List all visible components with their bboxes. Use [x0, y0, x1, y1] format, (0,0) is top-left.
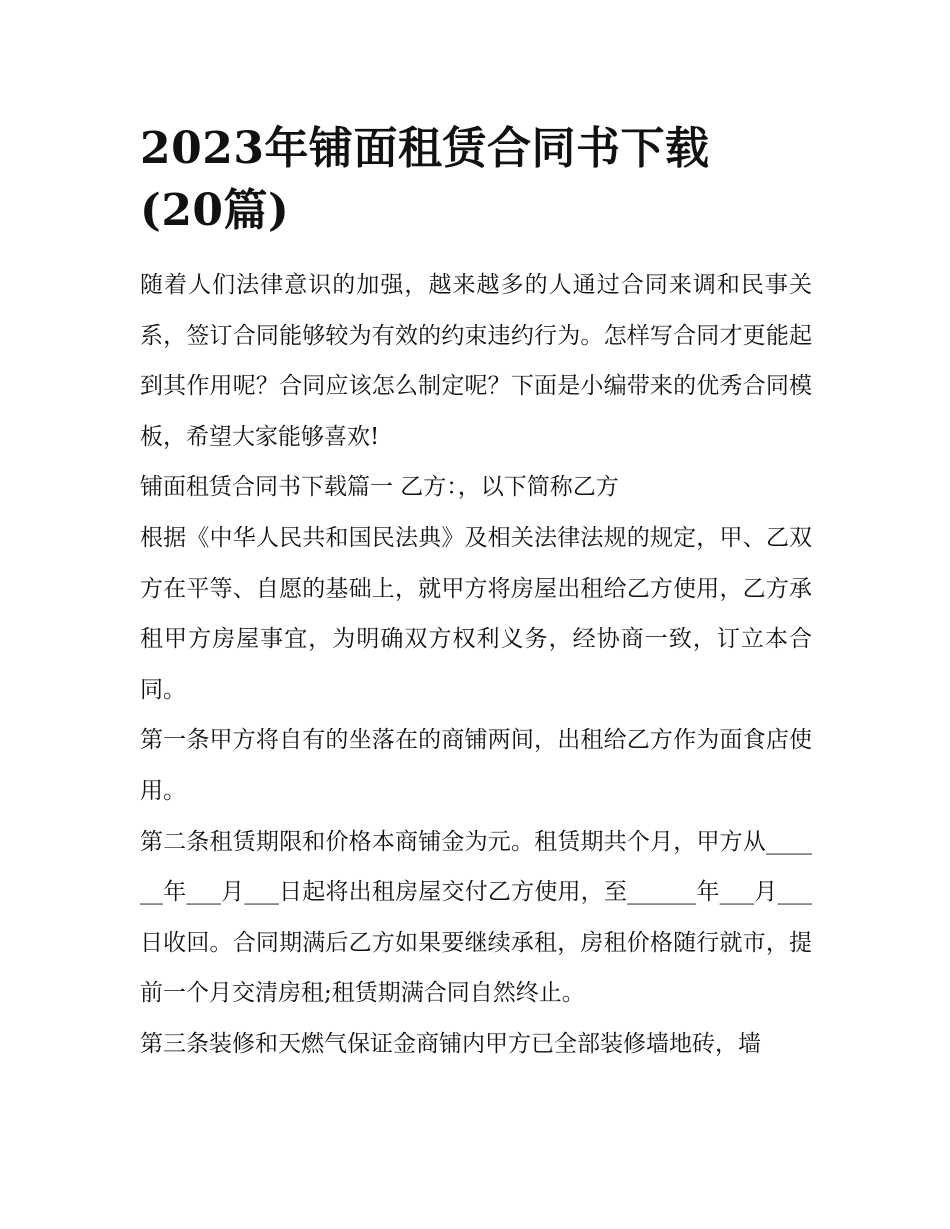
section-heading-paragraph: 铺面租赁合同书下载篇一 乙方：，以下简称乙方 [140, 474, 619, 501]
title-line-1: 2023年铺面租赁合同书下载 [140, 123, 710, 174]
document-page [140, 118, 812, 1070]
article-1-paragraph: 第一条甲方将自有的坐落在的商铺两间，出租给乙方作为面食店使用。 [140, 727, 812, 804]
legal-basis-paragraph: 根据《中华人民共和国民法典》及相关法律法规的规定，甲、乙双方在平等、自愿的基础上，就甲方将房屋出租给乙方使用，乙方承租甲方房屋事宜，为明确双方权利义务，经协商一致，订立本合同。 [140, 524, 812, 703]
article-3-paragraph: 第三条装修和天燃气保证金商铺内甲方已全部装修墙地砖，墙 [140, 1030, 761, 1057]
document-title [140, 118, 812, 242]
article-2-paragraph: 第二条租赁期限和价格本商铺金为元。租赁期共个月，甲方从______年___月___日起将出租房屋交付乙方使用，至______年___月___日收回。合同期满后乙方如果要继续承租，房租价格随行就市，提前一个月交清房租;租赁期满合同自然终止。 [140, 828, 812, 1007]
title-line-2: (20篇) [140, 185, 290, 236]
intro-paragraph: 随着人们法律意识的加强，越来越多的人通过合同来调和民事关系，签订合同能够较为有效的约束违约行为。怎样写合同才更能起到其作用呢？合同应该怎么制定呢？下面是小编带来的优秀合同模板，希望大家能够喜欢! [140, 272, 812, 450]
